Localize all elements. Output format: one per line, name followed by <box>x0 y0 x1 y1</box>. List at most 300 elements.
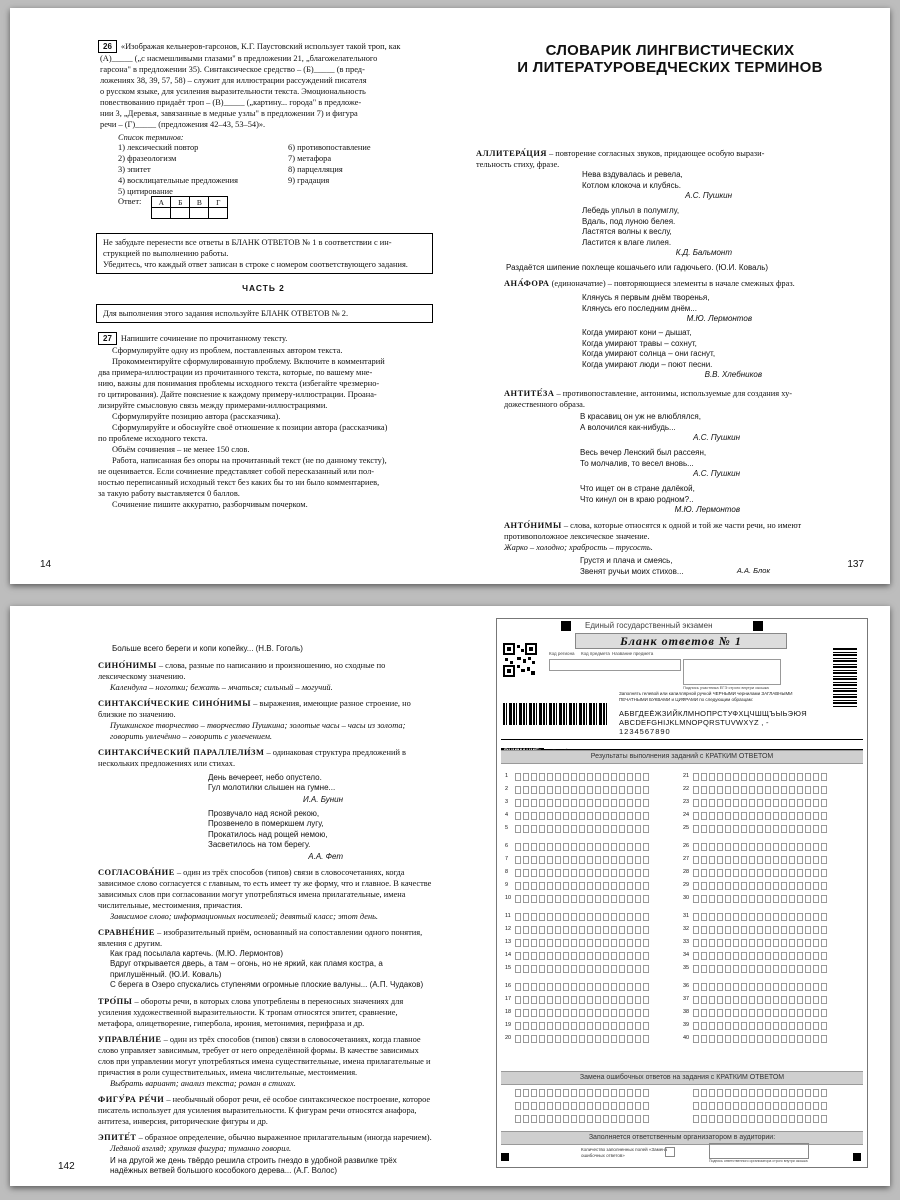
answer-grid-cell[interactable] <box>757 1022 763 1030</box>
answer-grid-cell[interactable] <box>555 1035 561 1043</box>
answer-grid-cell[interactable] <box>595 913 601 921</box>
answer-grid-cell[interactable] <box>563 1009 569 1017</box>
answer-grid-cell[interactable] <box>515 895 521 903</box>
answer-grid-cell[interactable] <box>765 812 771 820</box>
answer-grid-cell[interactable] <box>619 965 625 973</box>
answer-grid-cell[interactable] <box>643 965 649 973</box>
answer-grid-cell[interactable] <box>725 926 731 934</box>
answer-grid-cell[interactable] <box>515 843 521 851</box>
answer-grid-cell[interactable] <box>725 1022 731 1030</box>
answer-grid-cell[interactable] <box>571 773 577 781</box>
answer-grid-cell[interactable] <box>611 882 617 890</box>
answer-grid-cell[interactable] <box>693 952 699 960</box>
answer-grid-cell[interactable] <box>773 926 779 934</box>
answer-grid-cell[interactable] <box>765 895 771 903</box>
answer-grid-cell[interactable] <box>563 965 569 973</box>
answer-grid-cell[interactable] <box>619 786 625 794</box>
answer-grid-cell[interactable] <box>765 939 771 947</box>
answer-grid-cell[interactable] <box>797 1022 803 1030</box>
answer-grid-cell[interactable] <box>603 1009 609 1017</box>
answer-grid-cell[interactable] <box>643 913 649 921</box>
answer-grid-cell[interactable] <box>547 856 553 864</box>
replace-grid-cell[interactable] <box>749 1102 755 1110</box>
answer-grid-cell[interactable] <box>813 812 819 820</box>
replace-grid-cell[interactable] <box>643 1102 649 1110</box>
answer-grid-cell[interactable] <box>797 895 803 903</box>
answer-grid-cell[interactable] <box>611 939 617 947</box>
replace-grid-cell[interactable] <box>725 1089 731 1097</box>
answer-grid-cell[interactable] <box>773 786 779 794</box>
answer-grid-cell[interactable] <box>741 799 747 807</box>
answer-grid-cell[interactable] <box>773 812 779 820</box>
answer-grid-cell[interactable] <box>701 1022 707 1030</box>
replace-grid-cell[interactable] <box>797 1102 803 1110</box>
replace-grid-cell[interactable] <box>579 1102 585 1110</box>
replace-grid-cell[interactable] <box>539 1102 545 1110</box>
answer-grid-cell[interactable] <box>773 1022 779 1030</box>
answer-grid-cell[interactable] <box>563 869 569 877</box>
answer-grid-cell[interactable] <box>627 843 633 851</box>
answer-grid-cell[interactable] <box>789 869 795 877</box>
answer-grid-cell[interactable] <box>595 843 601 851</box>
answer-grid-cell[interactable] <box>757 952 763 960</box>
answer-grid-cell[interactable] <box>571 996 577 1004</box>
replace-grid[interactable] <box>497 1087 867 1129</box>
answer-grid-cell[interactable] <box>725 856 731 864</box>
answer-grid-cell[interactable] <box>531 1022 537 1030</box>
answer-grid-cell[interactable] <box>627 913 633 921</box>
answer-grid-cell[interactable] <box>635 825 641 833</box>
replace-grid-cell[interactable] <box>701 1102 707 1110</box>
answer-grid-cell[interactable] <box>587 812 593 820</box>
answer-grid-cell[interactable] <box>741 856 747 864</box>
replace-grid-cell[interactable] <box>539 1089 545 1097</box>
answer-grid-cell[interactable] <box>643 869 649 877</box>
answer-grid-cell[interactable] <box>693 1009 699 1017</box>
answer-grid-cell[interactable] <box>733 786 739 794</box>
answer-grid-cell[interactable] <box>733 1022 739 1030</box>
answer-grid-cell[interactable] <box>805 1035 811 1043</box>
replace-grid-cell[interactable] <box>709 1089 715 1097</box>
answer-grid-cell[interactable] <box>821 965 827 973</box>
replace-grid-cell[interactable] <box>627 1115 633 1123</box>
answer-grid-cell[interactable] <box>531 996 537 1004</box>
answer-grid-cell[interactable] <box>587 843 593 851</box>
replace-grid-cell[interactable] <box>587 1089 593 1097</box>
answer-grid-cell[interactable] <box>693 983 699 991</box>
replace-grid-cell[interactable] <box>805 1115 811 1123</box>
answer-grid-cell[interactable] <box>579 882 585 890</box>
answer-grid-cell[interactable] <box>595 965 601 973</box>
answer-grid-cell[interactable] <box>725 1035 731 1043</box>
answer-grid-cell[interactable] <box>539 913 545 921</box>
answer-grid-cell[interactable] <box>797 913 803 921</box>
answer-grid-cell[interactable] <box>539 773 545 781</box>
answer-grid-cell[interactable] <box>701 1009 707 1017</box>
answer-grid-cell[interactable] <box>635 939 641 947</box>
answer-grid-cell[interactable] <box>725 1009 731 1017</box>
answer-grid-cell[interactable] <box>531 1009 537 1017</box>
answer-grid-cell[interactable] <box>709 869 715 877</box>
replace-grid-cell[interactable] <box>547 1115 553 1123</box>
answer-grid-cell[interactable] <box>603 882 609 890</box>
answer-grid-cell[interactable] <box>709 996 715 1004</box>
answer-grid-cell[interactable] <box>531 856 537 864</box>
answer-grid-cell[interactable] <box>749 939 755 947</box>
answer-grid-cell[interactable] <box>741 773 747 781</box>
answer-grid-cell[interactable] <box>757 869 763 877</box>
answer-grid-cell[interactable] <box>619 1009 625 1017</box>
answer-grid-cell[interactable] <box>757 856 763 864</box>
answer-grid-cell[interactable] <box>523 786 529 794</box>
answer-grid-cell[interactable] <box>603 869 609 877</box>
answer-grid-cell[interactable] <box>757 996 763 1004</box>
answer-grid-cell[interactable] <box>741 843 747 851</box>
answer-grid-cell[interactable] <box>765 773 771 781</box>
answer-grid-cell[interactable] <box>603 952 609 960</box>
answer-grid-cell[interactable] <box>693 856 699 864</box>
answer-grid-cell[interactable] <box>717 895 723 903</box>
answer-grid-cell[interactable] <box>781 869 787 877</box>
answer-grid-cell[interactable] <box>523 1009 529 1017</box>
answer-grid-cell[interactable] <box>781 952 787 960</box>
answer-grid-cell[interactable] <box>571 939 577 947</box>
answer-grid-cell[interactable] <box>603 812 609 820</box>
answer-grid-cell[interactable] <box>813 869 819 877</box>
answer-grid-cell[interactable] <box>805 926 811 934</box>
answer-grid-cell[interactable] <box>579 786 585 794</box>
answer-grid-cell[interactable] <box>813 996 819 1004</box>
answer-grid-cell[interactable] <box>789 996 795 1004</box>
replace-grid-cell[interactable] <box>531 1115 537 1123</box>
answer-grid-cell[interactable] <box>821 812 827 820</box>
answer-grid-cell[interactable] <box>579 1009 585 1017</box>
answer-grid-cell[interactable] <box>563 1035 569 1043</box>
answer-grid-cell[interactable] <box>523 996 529 1004</box>
answer-grid-cell[interactable] <box>757 983 763 991</box>
answer-grid-cell[interactable] <box>693 812 699 820</box>
answer-grid-cell[interactable] <box>805 825 811 833</box>
answer-grid-cell[interactable] <box>611 895 617 903</box>
answer-grid-cell[interactable] <box>709 773 715 781</box>
replace-grid-cell[interactable] <box>627 1102 633 1110</box>
answer-grid-cell[interactable] <box>709 856 715 864</box>
answer-grid-cell[interactable] <box>733 895 739 903</box>
answer-grid-cell[interactable] <box>797 996 803 1004</box>
code-boxes[interactable] <box>549 659 681 671</box>
answer-grid-cell[interactable] <box>523 882 529 890</box>
answer-grid-cell[interactable] <box>539 996 545 1004</box>
answer-grid-cell[interactable] <box>701 939 707 947</box>
answer-grid-cell[interactable] <box>781 786 787 794</box>
answer-grid-cell[interactable] <box>523 1035 529 1043</box>
answer-grid-cell[interactable] <box>603 843 609 851</box>
answer-grid-cell[interactable] <box>813 952 819 960</box>
answer-grid-cell[interactable] <box>587 786 593 794</box>
answer-grid-cell[interactable] <box>749 786 755 794</box>
answer-grid-cell[interactable] <box>813 773 819 781</box>
answer-grid-cell[interactable] <box>587 856 593 864</box>
answer-grid-cell[interactable] <box>635 996 641 1004</box>
answer-grid-cell[interactable] <box>701 869 707 877</box>
replace-grid-cell[interactable] <box>619 1115 625 1123</box>
answer-grid-cell[interactable] <box>555 1009 561 1017</box>
answer-grid-cell[interactable] <box>531 1035 537 1043</box>
replace-grid-cell[interactable] <box>717 1089 723 1097</box>
answer-grid-cell[interactable] <box>523 983 529 991</box>
answer-grid-cell[interactable] <box>797 786 803 794</box>
answer-grid-cell[interactable] <box>741 869 747 877</box>
answer-grid-cell[interactable] <box>627 799 633 807</box>
answer-grid-cell[interactable] <box>725 812 731 820</box>
answer-grid-cell[interactable] <box>773 825 779 833</box>
answer-grid-cell[interactable] <box>643 843 649 851</box>
answer-grid-cell[interactable] <box>733 856 739 864</box>
answer-grid-cell[interactable] <box>709 1035 715 1043</box>
answer-grid-cell[interactable] <box>773 882 779 890</box>
answer-grid-cell[interactable] <box>693 773 699 781</box>
answer-grid-cell[interactable] <box>531 773 537 781</box>
answer-grid-cell[interactable] <box>749 1022 755 1030</box>
answer-grid-cell[interactable] <box>773 856 779 864</box>
answer-grid-cell[interactable] <box>789 825 795 833</box>
replace-grid-cell[interactable] <box>579 1115 585 1123</box>
answer-grid-cell[interactable] <box>627 786 633 794</box>
answer-grid-cell[interactable] <box>741 996 747 1004</box>
answer-grid-cell[interactable] <box>555 939 561 947</box>
answer-grid-cell[interactable] <box>555 895 561 903</box>
answer-grid-cell[interactable] <box>531 983 537 991</box>
answer-grid-cell[interactable] <box>563 996 569 1004</box>
answer-grid-cell[interactable] <box>595 869 601 877</box>
answer-grid-cell[interactable] <box>701 952 707 960</box>
answer-grid-cell[interactable] <box>693 939 699 947</box>
answer-grid-cell[interactable] <box>789 895 795 903</box>
answer-grid-cell[interactable] <box>563 812 569 820</box>
replace-grid-cell[interactable] <box>611 1115 617 1123</box>
answer-grid-cell[interactable] <box>693 825 699 833</box>
replace-grid-cell[interactable] <box>741 1115 747 1123</box>
answer-grid-cell[interactable] <box>579 812 585 820</box>
answer-grid-cell[interactable] <box>531 965 537 973</box>
answer-grid-cell[interactable] <box>603 913 609 921</box>
answer-grid-cell[interactable] <box>571 983 577 991</box>
answer-grid-cell[interactable] <box>701 913 707 921</box>
answer-grid-cell[interactable] <box>789 952 795 960</box>
answer-grid-cell[interactable] <box>563 856 569 864</box>
answer-grid-cell[interactable] <box>619 952 625 960</box>
answer-grid-cell[interactable] <box>539 843 545 851</box>
answer-grid-cell[interactable] <box>725 786 731 794</box>
replace-grid-cell[interactable] <box>619 1089 625 1097</box>
answer-grid-cell[interactable] <box>701 965 707 973</box>
answer-grid-cell[interactable] <box>515 856 521 864</box>
replace-grid-cell[interactable] <box>571 1115 577 1123</box>
answer-grid-cell[interactable] <box>635 895 641 903</box>
answer-grid-cell[interactable] <box>619 895 625 903</box>
answer-grid-cell[interactable] <box>805 895 811 903</box>
answer-grid-cell[interactable] <box>571 913 577 921</box>
answer-grid-cell[interactable] <box>563 939 569 947</box>
answer-grid-cell[interactable] <box>749 983 755 991</box>
answer-grid-cell[interactable] <box>587 773 593 781</box>
answer-grid-cell[interactable] <box>789 1035 795 1043</box>
answer-grid-cell[interactable] <box>717 952 723 960</box>
answer-grid-cell[interactable] <box>619 825 625 833</box>
replace-grid-cell[interactable] <box>595 1102 601 1110</box>
answer-grid-cell[interactable] <box>757 939 763 947</box>
answer-grid-cell[interactable] <box>733 869 739 877</box>
answer-grid-cell[interactable] <box>693 869 699 877</box>
replace-grid-cell[interactable] <box>757 1089 763 1097</box>
answer-grid-cell[interactable] <box>619 1035 625 1043</box>
answer-grid-cell[interactable] <box>611 913 617 921</box>
answer-grid-cell[interactable] <box>627 926 633 934</box>
answer-grid-cell[interactable] <box>717 786 723 794</box>
replace-grid-cell[interactable] <box>547 1089 553 1097</box>
answer-grid-cell[interactable] <box>611 856 617 864</box>
replace-grid-cell[interactable] <box>773 1102 779 1110</box>
answer-grid-cell[interactable] <box>781 843 787 851</box>
answer-grid-cell[interactable] <box>619 812 625 820</box>
answer-grid-cell[interactable] <box>781 939 787 947</box>
answer-grid-cell[interactable] <box>611 983 617 991</box>
answer-grid-cell[interactable] <box>579 1022 585 1030</box>
answer-grid-cell[interactable] <box>717 965 723 973</box>
answer-grid-cell[interactable] <box>693 926 699 934</box>
replace-grid-cell[interactable] <box>571 1089 577 1097</box>
answer-grid-cell[interactable] <box>741 882 747 890</box>
answer-grid-cell[interactable] <box>563 895 569 903</box>
answer-grid-cell[interactable] <box>805 799 811 807</box>
answer-grid-cell[interactable] <box>627 1009 633 1017</box>
answer-grid-cell[interactable] <box>749 913 755 921</box>
answer-grid-cell[interactable] <box>813 983 819 991</box>
answer-grid-cell[interactable] <box>563 952 569 960</box>
answer-grid-cell[interactable] <box>781 799 787 807</box>
replace-grid-cell[interactable] <box>531 1102 537 1110</box>
answer-grid-cell[interactable] <box>555 965 561 973</box>
answer-grid-cell[interactable] <box>757 825 763 833</box>
answer-grid-cell[interactable] <box>789 786 795 794</box>
answer-grid-cell[interactable] <box>717 843 723 851</box>
answer-grid-cell[interactable] <box>603 799 609 807</box>
answer-grid-cell[interactable] <box>635 952 641 960</box>
answer-grid-cell[interactable] <box>531 869 537 877</box>
answer-grid-cell[interactable] <box>789 812 795 820</box>
answer-grid-cell[interactable] <box>547 996 553 1004</box>
answer-grid-cell[interactable] <box>587 895 593 903</box>
answer-grid-cell[interactable] <box>797 825 803 833</box>
answer-grid-cell[interactable] <box>749 996 755 1004</box>
answer-grid-cell[interactable] <box>579 983 585 991</box>
answer-grid-cell[interactable] <box>821 786 827 794</box>
answer-grid-cell[interactable] <box>709 882 715 890</box>
answer-grid-cell[interactable] <box>523 799 529 807</box>
answer-grid-cell[interactable] <box>531 786 537 794</box>
replace-grid-cell[interactable] <box>725 1115 731 1123</box>
answer-grid-cell[interactable] <box>587 1022 593 1030</box>
answer-grid-cell[interactable] <box>709 1022 715 1030</box>
answer-grid-cell[interactable] <box>813 843 819 851</box>
answer-grid-cell[interactable] <box>611 773 617 781</box>
answer-grid-cell[interactable] <box>821 895 827 903</box>
answer-grid-cell[interactable] <box>619 939 625 947</box>
answer-grid-cell[interactable] <box>595 926 601 934</box>
answer-grid-cell[interactable] <box>515 1009 521 1017</box>
answer-grid-cell[interactable] <box>749 882 755 890</box>
answer-grid-cell[interactable] <box>555 882 561 890</box>
answer-grid-cell[interactable] <box>741 926 747 934</box>
answer-grid-cell[interactable] <box>813 939 819 947</box>
answer-grid-cell[interactable] <box>805 856 811 864</box>
answer-grid-cell[interactable] <box>733 882 739 890</box>
replace-grid-cell[interactable] <box>741 1089 747 1097</box>
answer-grid-cell[interactable] <box>773 939 779 947</box>
answer-grid-cell[interactable] <box>627 895 633 903</box>
answer-grid-cell[interactable] <box>547 773 553 781</box>
answer-grid-cell[interactable] <box>741 1035 747 1043</box>
answer-grid-cell[interactable] <box>555 996 561 1004</box>
answer-grid-cell[interactable] <box>595 856 601 864</box>
answer-grid-cell[interactable] <box>789 843 795 851</box>
answer-grid-cell[interactable] <box>725 965 731 973</box>
answer-grid-cell[interactable] <box>547 913 553 921</box>
answer-grid-cell[interactable] <box>805 1022 811 1030</box>
answer-grid-cell[interactable] <box>701 882 707 890</box>
answer-grid-cell[interactable] <box>821 1035 827 1043</box>
answer-grid-cell[interactable] <box>701 926 707 934</box>
answer-grid-cell[interactable] <box>643 1022 649 1030</box>
answer-grid-cell[interactable] <box>821 882 827 890</box>
answer-grid-cell[interactable] <box>619 799 625 807</box>
answer-grid-cell[interactable] <box>765 952 771 960</box>
answer-grid-cell[interactable] <box>579 825 585 833</box>
replace-grid-cell[interactable] <box>693 1102 699 1110</box>
answer-grid-cell[interactable] <box>603 983 609 991</box>
answer-grid-cell[interactable] <box>611 1022 617 1030</box>
answer-grid-cell[interactable] <box>813 799 819 807</box>
answer-grid-cell[interactable] <box>587 799 593 807</box>
replace-grid-cell[interactable] <box>587 1115 593 1123</box>
answer-grid-cell[interactable] <box>805 869 811 877</box>
answer-grid-cell[interactable] <box>709 952 715 960</box>
answer-grid-cell[interactable] <box>523 895 529 903</box>
replace-grid-cell[interactable] <box>765 1115 771 1123</box>
answer-grid-cell[interactable] <box>733 773 739 781</box>
answer-grid-cell[interactable] <box>643 773 649 781</box>
replace-grid-cell[interactable] <box>693 1089 699 1097</box>
answer-grid-cell[interactable] <box>709 983 715 991</box>
answer-grid-cell[interactable] <box>643 895 649 903</box>
answer-grid-cell[interactable] <box>595 983 601 991</box>
answer-grid-cell[interactable] <box>627 996 633 1004</box>
answer-cell[interactable] <box>152 208 171 219</box>
answer-grid-cell[interactable] <box>709 843 715 851</box>
answer-grid-cell[interactable] <box>547 1022 553 1030</box>
answer-grid-cell[interactable] <box>749 812 755 820</box>
answer-grid-cell[interactable] <box>531 895 537 903</box>
answer-grid-cell[interactable] <box>595 812 601 820</box>
replace-grid-cell[interactable] <box>813 1102 819 1110</box>
answer-grid-cell[interactable] <box>603 773 609 781</box>
replace-grid-cell[interactable] <box>523 1115 529 1123</box>
answer-grid-cell[interactable] <box>619 913 625 921</box>
answer-grid-cell[interactable] <box>555 825 561 833</box>
answer-grid-cell[interactable] <box>515 786 521 794</box>
answer-grid-cell[interactable] <box>595 939 601 947</box>
answer-grid-cell[interactable] <box>821 825 827 833</box>
